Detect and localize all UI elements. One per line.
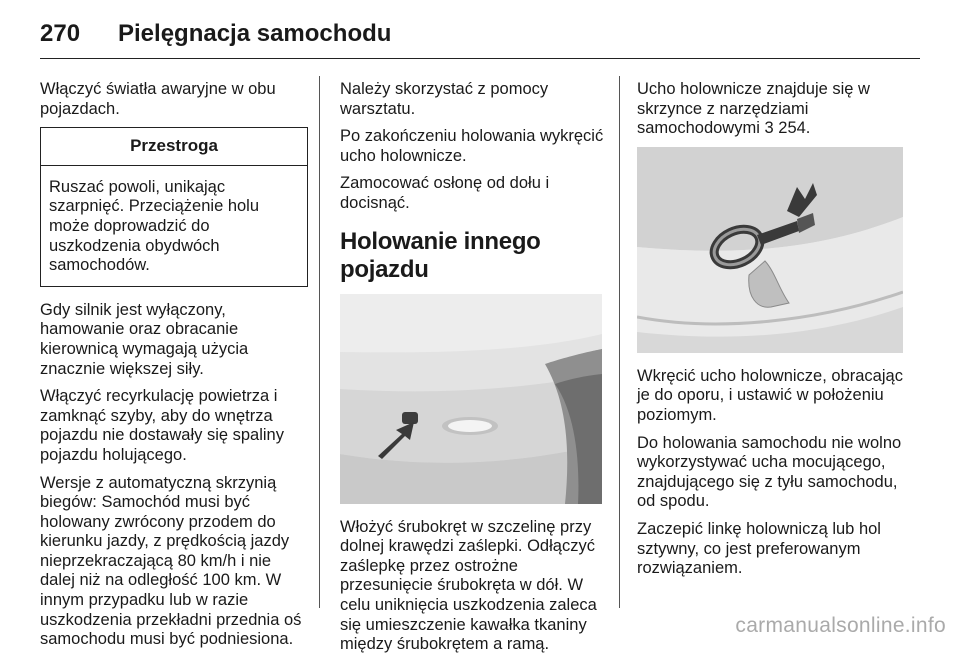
- page-title: Pielęgnacja samochodu: [118, 20, 392, 47]
- paragraph: Należy skorzystać z pomocy warsztatu.: [340, 80, 549, 118]
- caution-box: [40, 127, 308, 287]
- column-3: [637, 80, 903, 587]
- section-heading: Holowanie innego pojazdu: [340, 227, 541, 283]
- towing-eye-image: [637, 147, 903, 353]
- caution-text: Ruszać powoli, unikając szarpnięć. Przeciążenie holu może doprowadzić do uszkodzenia obydwóch samochodów.: [49, 177, 260, 275]
- paragraph: Wkręcić ucho holownicze, obracając je do oporu, i ustawić w położeniu poziomym.: [637, 366, 903, 424]
- paragraph: Zamocować osłonę od dołu i docisnąć.: [340, 174, 550, 212]
- towing-eye-illustration: [637, 147, 903, 353]
- paragraph: Włączyć recyrkulację powietrza i zamknąć szyby, aby do wnętrza pojazdu nie dostawały się spaliny pojazdu holującego.: [40, 387, 284, 464]
- column-divider: [619, 76, 620, 608]
- page-reference-icon: 3: [764, 119, 774, 138]
- paragraph-text: Ucho holownicze znajduje się w skrzynce z narzędziami samochodowymi: [637, 80, 870, 138]
- paragraph: Zaczepić linkę holowniczą lub hol sztywny, co jest preferowanym rozwiązaniem.: [637, 519, 881, 578]
- page-header: [40, 14, 920, 59]
- bumper-cover-image: [340, 294, 602, 504]
- page-number: 270: [40, 20, 81, 47]
- reference-page-number: 254.: [778, 119, 811, 138]
- column-divider: [319, 76, 320, 608]
- watermark: carmanualsonline.info: [735, 614, 946, 637]
- column-2: [340, 80, 604, 663]
- paragraph: Po zakończeniu holowania wykręcić ucho holownicze.: [340, 127, 604, 165]
- paragraph: Wersje z automatyczną skrzynią biegów: Samochód musi być holowany zwrócony przodem do kierunku jazdy, z prędkością jazdy nieprzekraczającą 80 km/h i nie dalej niż na odległość 100 km. W innym przypadku lub w razie uszkodzenia przekładni przednia oś samochodu musi być podniesiona.: [40, 473, 302, 649]
- caution-title: Przestroga: [41, 128, 307, 166]
- paragraph: Włożyć śrubokręt w szczelinę przy dolnej krawędzi zaślepki. Odłączyć zaślepkę przez ostrożne przesunięcie śrubokręta w dół. W celu uniknięcia uszkodzenia zaleca się umieszczenie kawałka tkaniny między śrubokrętem a ramą.: [340, 517, 597, 654]
- paragraph: Włączyć światła awaryjne w obu pojazdach.: [40, 80, 276, 118]
- paragraph: Gdy silnik jest wyłączony, hamowanie oraz obracanie kierownicą wymagają użycia znacznie większej siły.: [40, 300, 249, 378]
- bumper-cover-illustration: [340, 294, 602, 504]
- column-1: [40, 80, 308, 658]
- paragraph-with-reference: [637, 80, 903, 139]
- paragraph: Do holowania samochodu nie wolno wykorzystywać ucha mocującego, znajdującego się z tyłu samochodu, od spodu.: [637, 433, 902, 511]
